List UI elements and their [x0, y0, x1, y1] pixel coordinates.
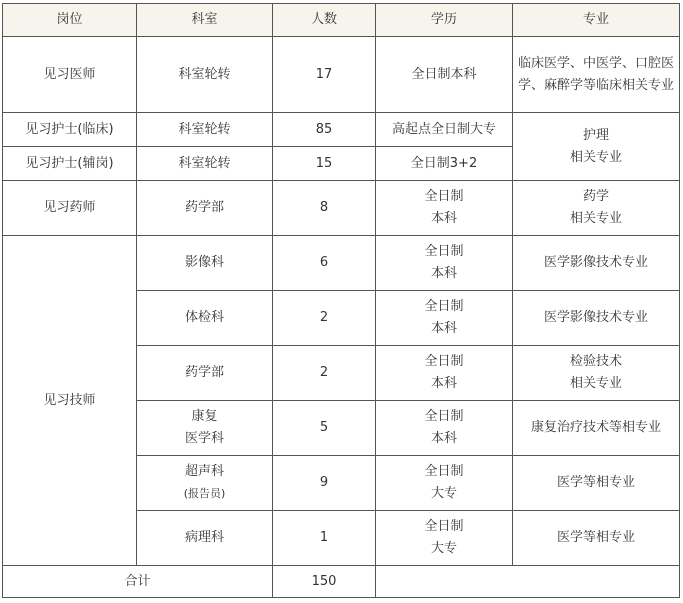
count-cell: 15 — [273, 147, 376, 181]
count-cell: 17 — [273, 37, 376, 113]
total-label: 合计 — [3, 566, 273, 598]
count-cell: 6 — [273, 236, 376, 291]
major-cell: 康复治疗技术等相专业 — [513, 401, 680, 456]
education-cell: 全日制 大专 — [376, 511, 513, 566]
position-cell: 见习技师 — [3, 236, 137, 566]
header-education: 学历 — [376, 4, 513, 37]
department-cell: 病理科 — [137, 511, 273, 566]
education-cell: 全日制 本科 — [376, 401, 513, 456]
education-cell: 全日制 本科 — [376, 236, 513, 291]
header-row — [3, 4, 680, 37]
count-cell: 9 — [273, 456, 376, 511]
position-cell: 见习护士(辅岗) — [3, 147, 137, 181]
major-cell: 医学等相专业 — [513, 456, 680, 511]
table-row — [3, 113, 680, 147]
count-cell: 2 — [273, 346, 376, 401]
education-cell: 全日制 本科 — [376, 291, 513, 346]
header-department: 科室 — [137, 4, 273, 37]
education-cell: 全日制本科 — [376, 37, 513, 113]
department-cell: 影像科 — [137, 236, 273, 291]
department-cell: 科室轮转 — [137, 147, 273, 181]
major-cell: 医学影像技术专业 — [513, 236, 680, 291]
table-row — [3, 181, 680, 236]
total-count: 150 — [273, 566, 376, 598]
education-cell: 高起点全日制大专 — [376, 113, 513, 147]
major-cell: 药学 相关专业 — [513, 181, 680, 236]
department-cell — [137, 456, 273, 511]
major-cell: 临床医学、中医学、口腔医学、麻醉学等临床相关专业 — [513, 37, 680, 113]
recruitment-table — [2, 3, 680, 598]
count-cell: 5 — [273, 401, 376, 456]
education-cell: 全日制 本科 — [376, 346, 513, 401]
position-cell: 见习护士(临床) — [3, 113, 137, 147]
education-cell: 全日制 本科 — [376, 181, 513, 236]
major-cell: 护理 相关专业 — [513, 113, 680, 181]
header-count: 人数 — [273, 4, 376, 37]
department-cell: 药学部 — [137, 346, 273, 401]
major-cell: 医学等相专业 — [513, 511, 680, 566]
count-cell: 85 — [273, 113, 376, 147]
header-major: 专业 — [513, 4, 680, 37]
department-cell: 体检科 — [137, 291, 273, 346]
major-cell: 医学影像技术专业 — [513, 291, 680, 346]
header-position: 岗位 — [3, 4, 137, 37]
department-cell: 药学部 — [137, 181, 273, 236]
department-cell: 科室轮转 — [137, 37, 273, 113]
table-row — [3, 37, 680, 113]
department-note: (报告员) — [183, 487, 226, 500]
department-cell: 科室轮转 — [137, 113, 273, 147]
count-cell: 1 — [273, 511, 376, 566]
table-row — [3, 236, 680, 291]
position-cell: 见习医师 — [3, 37, 137, 113]
department-cell: 康复 医学科 — [137, 401, 273, 456]
position-cell: 见习药师 — [3, 181, 137, 236]
department-name: 超声科 — [184, 464, 224, 479]
total-row — [3, 566, 680, 598]
count-cell: 2 — [273, 291, 376, 346]
total-blank — [376, 566, 680, 598]
education-cell: 全日制3+2 — [376, 147, 513, 181]
count-cell: 8 — [273, 181, 376, 236]
major-cell: 检验技术 相关专业 — [513, 346, 680, 401]
education-cell: 全日制 大专 — [376, 456, 513, 511]
